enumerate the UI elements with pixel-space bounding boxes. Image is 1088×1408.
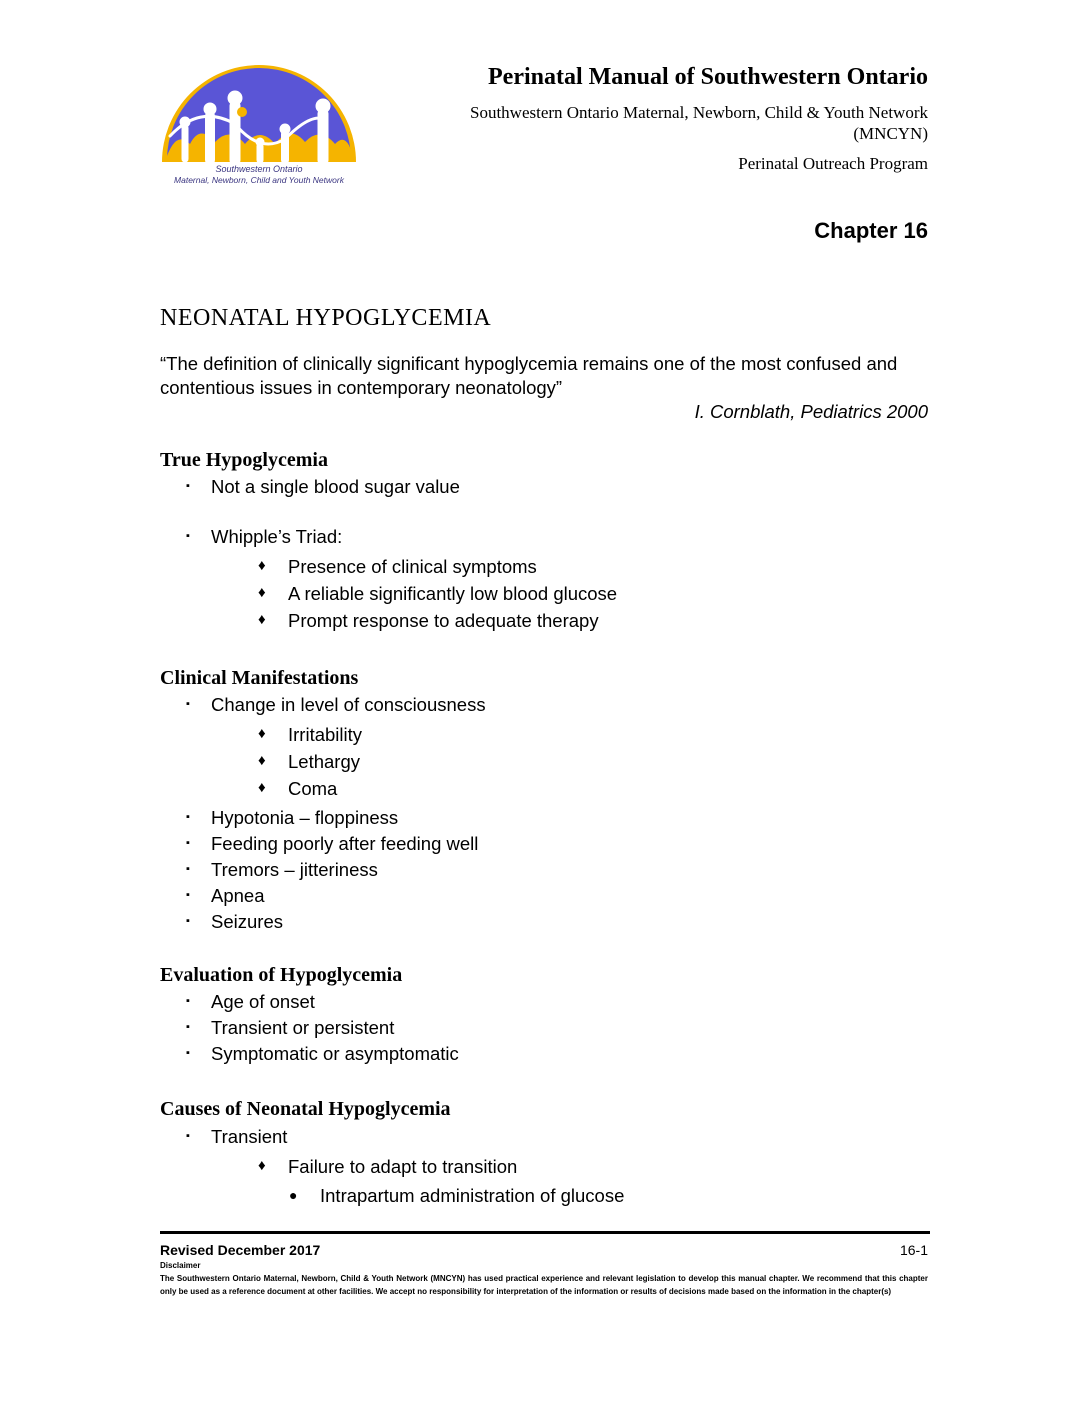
network-name: Southwestern Ontario Maternal, Newborn, Child & Youth Network <box>469 103 928 122</box>
quote-line: “The definition of clinically significant hypoglycemia remains one of the most confused and <box>160 353 898 374</box>
square-bullet-icon: ▪ <box>186 480 190 492</box>
diamond-bullet-icon: ♦ <box>258 611 266 628</box>
program-name: Perinatal Outreach Program <box>738 154 928 173</box>
list-item: Change in level of consciousness <box>211 694 486 715</box>
square-bullet-icon: ▪ <box>186 915 190 927</box>
square-bullet-icon: ▪ <box>186 863 190 875</box>
list-item: Not a single blood sugar value <box>211 476 460 497</box>
diamond-bullet-icon: ♦ <box>258 584 266 601</box>
disclaimer-text: The Southwestern Ontario Maternal, Newborn, Child & Youth Network (MNCYN) has used practical experience and relevant legislation to develop this manual chapter. We recommend that this chapter only be used as a reference document at other facilities. We accept no responsibility for interpretation of the information or results of decisions made based on the information in the chapter(s) <box>160 1274 928 1296</box>
list-item: Apnea <box>211 885 265 906</box>
section-heading: Evaluation of Hypoglycemia <box>160 964 403 986</box>
list-item: Feeding poorly after feeding well <box>211 833 479 854</box>
mncyn-logo <box>160 64 358 188</box>
list-item: Tremors – jitteriness <box>211 859 378 880</box>
list-item: Intrapartum administration of glucose <box>320 1185 625 1206</box>
diamond-bullet-icon: ♦ <box>258 725 266 742</box>
page-number: 16-1 <box>899 1242 928 1258</box>
list-item: Whipple’s Triad: <box>211 526 343 547</box>
list-item: Transient or persistent <box>211 1017 395 1038</box>
list-item: Presence of clinical symptoms <box>288 556 537 577</box>
revised-date: Revised December 2017 <box>160 1242 321 1258</box>
chapter-label: Chapter 16 <box>814 218 928 243</box>
manual-title: Perinatal Manual of Southwestern Ontario <box>488 64 928 90</box>
document-title: NEONATAL HYPOGLYCEMIA <box>160 305 492 331</box>
quote-attribution: I. Cornblath, Pediatrics 2000 <box>694 401 928 422</box>
quote-line: contentious issues in contemporary neonatology” <box>160 377 563 398</box>
list-item: Lethargy <box>288 751 360 772</box>
list-item: Coma <box>288 778 338 799</box>
square-bullet-icon: ▪ <box>186 1130 190 1142</box>
square-bullet-icon: ▪ <box>186 1021 190 1033</box>
logo-text-line1: Southwestern Ontario <box>215 164 303 174</box>
list-item: Transient <box>211 1126 288 1147</box>
section-heading: Causes of Neonatal Hypoglycemia <box>160 1098 451 1120</box>
list-item: Seizures <box>211 911 283 932</box>
square-bullet-icon: ▪ <box>186 811 190 823</box>
section-heading: Clinical Manifestations <box>160 667 359 689</box>
diamond-bullet-icon: ♦ <box>258 779 266 796</box>
list-item: Hypotonia – floppiness <box>211 807 399 828</box>
list-item: Irritability <box>288 724 363 745</box>
network-abbr: (MNCYN) <box>853 124 928 143</box>
list-item: Failure to adapt to transition <box>288 1156 518 1177</box>
list-item: Symptomatic or asymptomatic <box>211 1043 459 1064</box>
list-item: Age of onset <box>211 991 315 1012</box>
list-item: Prompt response to adequate therapy <box>288 610 599 631</box>
square-bullet-icon: ▪ <box>186 995 190 1007</box>
list-item: A reliable significantly low blood glucose <box>288 583 618 604</box>
square-bullet-icon: ▪ <box>186 698 190 710</box>
family-logo-icon <box>160 64 358 164</box>
disclaimer-title: Disclaimer <box>160 1261 201 1270</box>
diamond-bullet-icon: ♦ <box>258 1157 266 1174</box>
square-bullet-icon: ▪ <box>186 530 190 542</box>
square-bullet-icon: ▪ <box>186 1047 190 1059</box>
diamond-bullet-icon: ♦ <box>258 557 266 574</box>
diamond-bullet-icon: ♦ <box>258 752 266 769</box>
dot-bullet-icon: ● <box>289 1187 298 1203</box>
footer-rule <box>160 1231 930 1234</box>
square-bullet-icon: ▪ <box>186 889 190 901</box>
section-heading: True Hypoglycemia <box>160 449 328 471</box>
logo-text-line2: Maternal, Newborn, Child and Youth Network <box>174 175 344 185</box>
square-bullet-icon: ▪ <box>186 837 190 849</box>
